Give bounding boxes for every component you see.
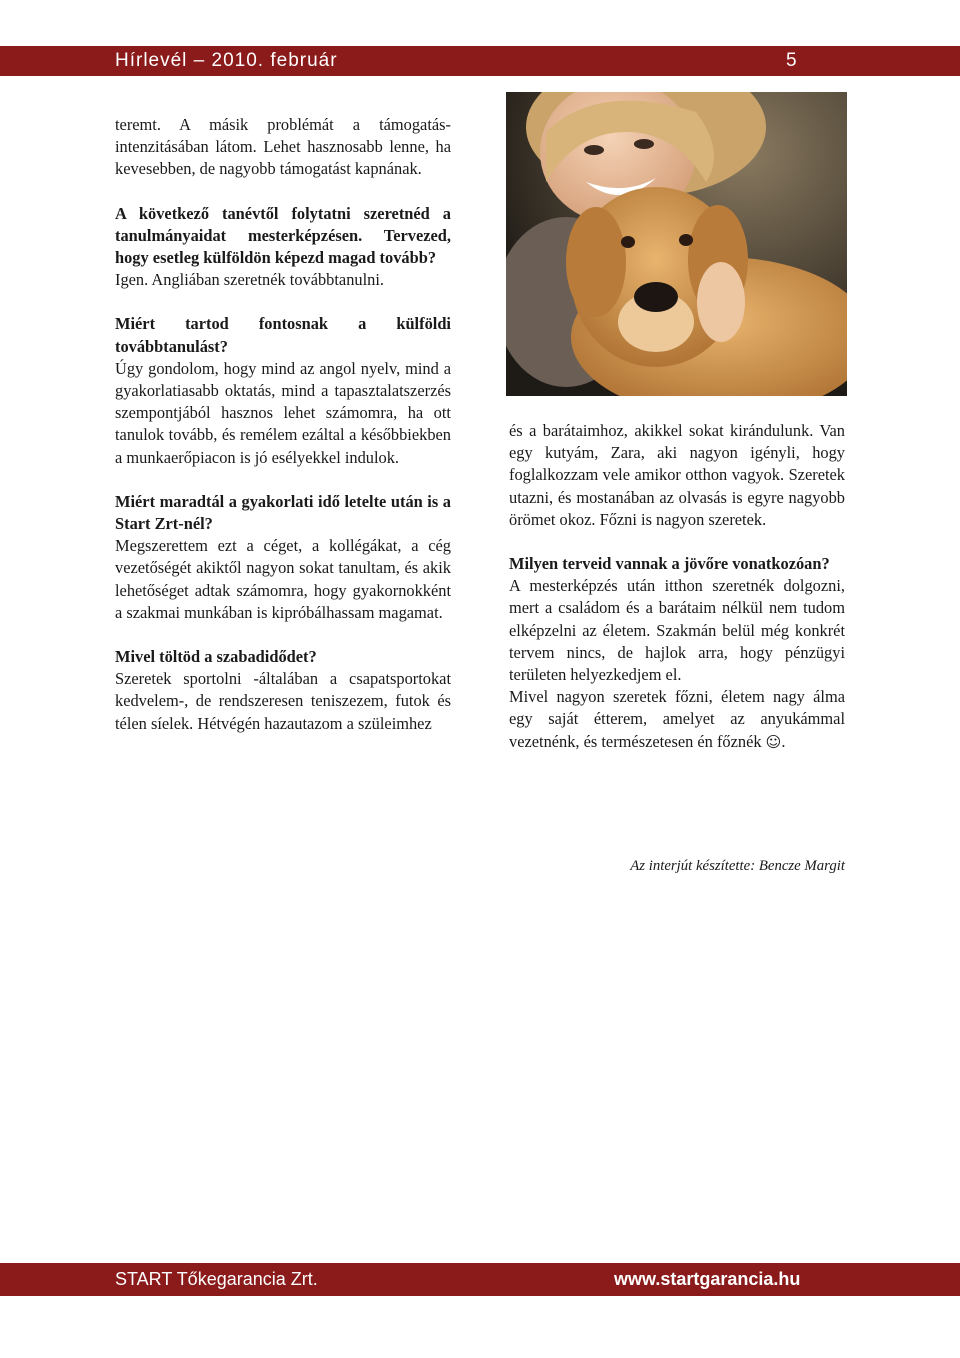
answer-dream [509, 686, 845, 753]
answer-free-time: Szeretek sportolni -általában a csapatsportokat kedvelem-, de rendszeresen teniszezem, futok és télen síelek. Hétvégén hazautazom a szüleimhez [115, 669, 451, 733]
company-name: START Tőkegarancia Zrt. [115, 1269, 318, 1289]
answer-dream-end: . [781, 731, 786, 751]
left-column [115, 114, 451, 735]
question-abroad: Miért tartod fontosnak a külföldi továbbtanulást? [115, 314, 451, 356]
portrait-photo-illustration [506, 92, 847, 396]
answer-stay: Megszerettem ezt a céget, a kollégákat, a cég vezetőségét akiktől nagyon sokat tanultam, és akik lehetőséget adtak számomra, hogy gyakornokként a szakmai munkában is kipróbálhassam magamat. [115, 536, 451, 622]
interview-credit: Az interjút készítette: Bencze Margit [630, 858, 845, 874]
question-further-study: A következő tanévtől folytatni szeretnéd a tanulmányaidat mesterképzésen. Tervezed, hogy esetleg külföldön képezd magad tovább? [115, 203, 451, 268]
answer-plans: A mesterképzés után itthon szeretnék dolgozni, mert a családom és a barátaim nélkül nem tudom elképzelni az életem. Szakmán belül még konkrét tervem nincs, de hajlok arra, hogy pénzügyi területen helyezkedjem el. [509, 576, 845, 685]
intro-paragraph: teremt. A másik problémát a támogatás-intenzitásában látom. Lehet hasznosabb lenne, ha kevesebben, de nagyobb támogatást kapnának. [115, 115, 451, 179]
answer-further-study: Igen. Angliában szeretnék továbbtanulni. [115, 270, 384, 290]
answer-abroad: Úgy gondolom, hogy mind az angol nyelv, mind a gyakorlatiasabb oktatás, mind a tapasztalatszerzés szempontjából hasznos lehet számomra, ha ott tanulok tovább, és remélem ezáltal a későbbiekben a munkaerőpiacon is jó esélyekkel indulok. [115, 358, 451, 467]
portrait-photo [506, 92, 847, 396]
answer-dream-text: Mivel nagyon szeretek főzni, életem nagy álma egy saját étterem, amelyet az anyukámmal vezetnénk, és természetesen én főznék [509, 687, 845, 751]
newsletter-title: Hírlevél – 2010. február [115, 50, 338, 71]
website-link[interactable]: www.startgarancia.hu [614, 1269, 801, 1289]
question-plans: Milyen terveid vannak a jövőre vonatkozóan? [509, 554, 830, 574]
page-header [0, 46, 960, 76]
page-footer [0, 1263, 960, 1296]
answer-free-time-continued: és a barátaimhoz, akikkel sokat kirándulunk. Van egy kutyám, Zara, aki nagyon igényli, hogy foglalkozzam vele amikor otthon vagyok. Szeretek utazni, és mostanában az olvasás is egyre nagyobb örömet okoz. Főzni is nagyon szeretek. [509, 421, 845, 529]
right-column [509, 420, 845, 753]
smiley-icon: ☺ [765, 732, 782, 751]
page-number: 5 [786, 50, 798, 71]
question-free-time: Mivel töltöd a szabadidődet? [115, 647, 317, 667]
question-stay: Miért maradtál a gyakorlati idő letelte után is a Start Zrt-nél? [115, 491, 451, 534]
